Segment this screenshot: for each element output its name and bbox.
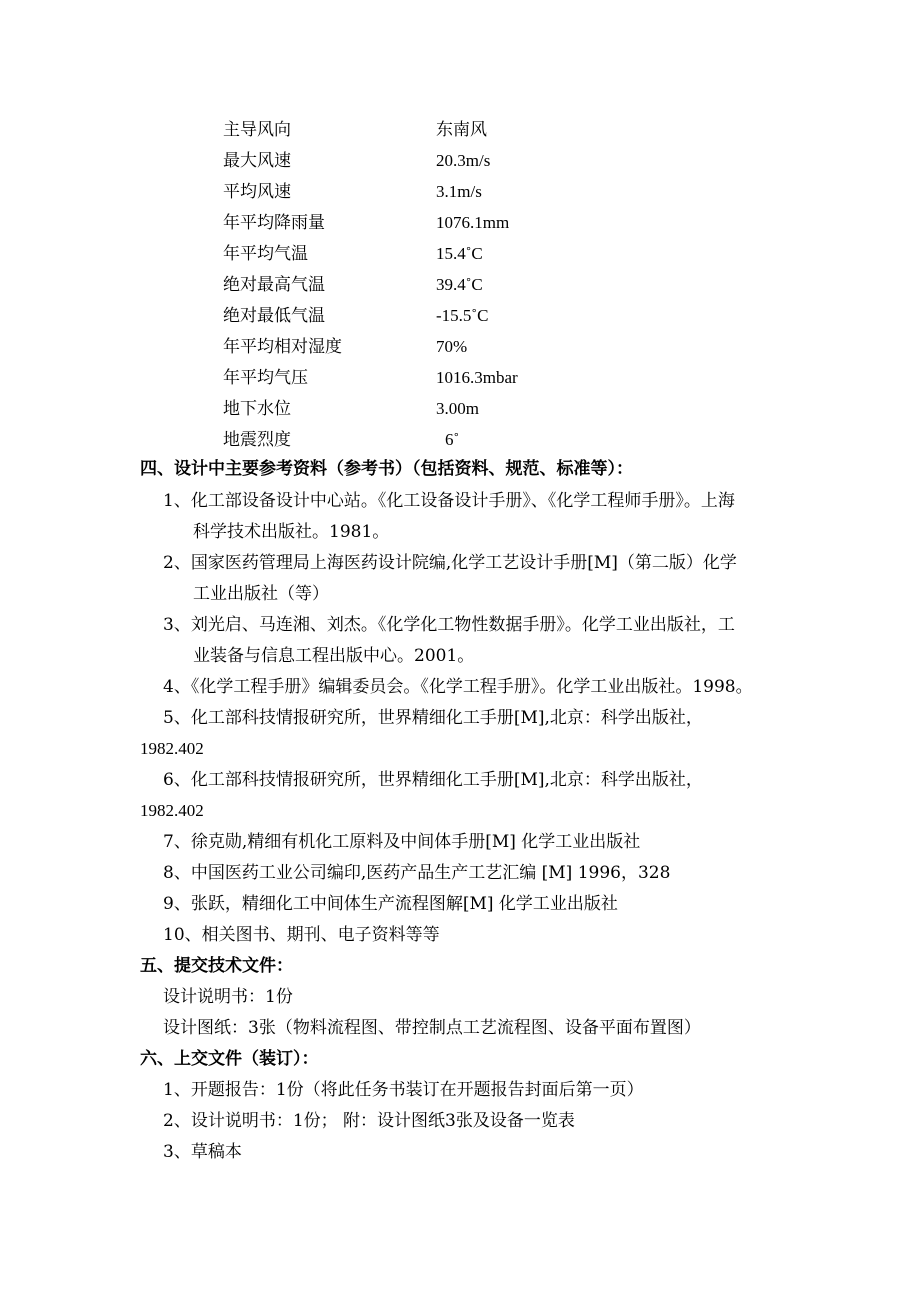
- reference-item: 10、相关图书、期刊、电子资料等等: [163, 925, 440, 945]
- section-heading: 五、提交技术文件：: [140, 956, 293, 976]
- deliverable-item: 设计图纸：3张（物料流程图、带控制点工艺流程图、设备平面布置图）: [163, 1018, 701, 1038]
- climate-value: 3.1m/s: [436, 182, 482, 201]
- climate-label: 年平均相对湿度: [223, 337, 342, 357]
- reference-item-continued: 科学技术出版社。1981。: [193, 522, 390, 542]
- climate-value: 20.3m/s: [436, 151, 491, 170]
- reference-item: 6、化工部科技情报研究所，世界精细化工手册[M],北京：科学出版社，: [163, 770, 703, 790]
- reference-item: 7、徐克勋,精细有机化工原料及中间体手册[M] 化学工业出版社: [163, 832, 641, 852]
- climate-value: -15.5˚C: [436, 306, 489, 325]
- section-heading: 六、上交文件（装订）：: [140, 1049, 319, 1069]
- reference-item: 4、《化学工程手册》编辑委员会。《化学工程手册》。化学工业出版社。1998。: [163, 677, 753, 697]
- climate-label: 主导风向: [223, 120, 291, 140]
- climate-value: 39.4˚C: [436, 275, 483, 294]
- reference-item: 2、国家医药管理局上海医药设计院编,化学工艺设计手册[M]（第二版）化学: [163, 553, 737, 573]
- reference-item: 1、化工部设备设计中心站。《化工设备设计手册》、《化学工程师手册》。上海: [163, 491, 735, 511]
- submission-item: 1、开题报告：1份（将此任务书装订在开题报告封面后第一页）: [163, 1080, 644, 1100]
- climate-value: 6˚: [445, 430, 460, 449]
- climate-label: 地下水位: [223, 399, 291, 419]
- climate-label: 最大风速: [223, 151, 291, 171]
- reference-item: 9、张跃，精细化工中间体生产流程图解[M] 化学工业出版社: [163, 894, 618, 914]
- reference-item-continued: 1982.402: [140, 801, 204, 820]
- climate-value: 1016.3mbar: [436, 368, 518, 387]
- climate-label: 年平均气压: [223, 368, 308, 388]
- reference-item-continued: 业装备与信息工程出版中心。2001。: [193, 646, 475, 666]
- climate-value: 1076.1mm: [436, 213, 510, 232]
- reference-item-continued: 工业出版社（等）: [193, 584, 329, 604]
- submission-item: 2、设计说明书：1份； 附：设计图纸3张及设备一览表: [163, 1111, 575, 1131]
- reference-item-continued: 1982.402: [140, 739, 204, 758]
- climate-label: 地震烈度: [223, 430, 291, 450]
- submission-item: 3、草稿本: [163, 1142, 242, 1162]
- reference-item: 8、中国医药工业公司编印,医药产品生产工艺汇编 [M] 1996，328: [163, 863, 671, 883]
- climate-value: 3.00m: [436, 399, 479, 418]
- climate-value: 70%: [436, 337, 468, 356]
- climate-label: 绝对最高气温: [223, 275, 325, 295]
- climate-value: 东南风: [436, 120, 487, 139]
- climate-label: 年平均降雨量: [223, 213, 325, 233]
- reference-item: 3、刘光启、马连湘、刘杰。《化学化工物性数据手册》。化学工业出版社，工: [163, 615, 735, 635]
- climate-value: 15.4˚C: [436, 244, 483, 263]
- reference-item: 5、化工部科技情报研究所，世界精细化工手册[M],北京：科学出版社，: [163, 708, 703, 728]
- climate-label: 平均风速: [223, 182, 291, 202]
- section-heading: 四、设计中主要参考资料（参考书）（包括资料、规范、标准等）：: [140, 459, 633, 479]
- climate-label: 绝对最低气温: [223, 306, 325, 326]
- climate-label: 年平均气温: [223, 244, 308, 264]
- deliverable-item: 设计说明书：1份: [163, 987, 293, 1007]
